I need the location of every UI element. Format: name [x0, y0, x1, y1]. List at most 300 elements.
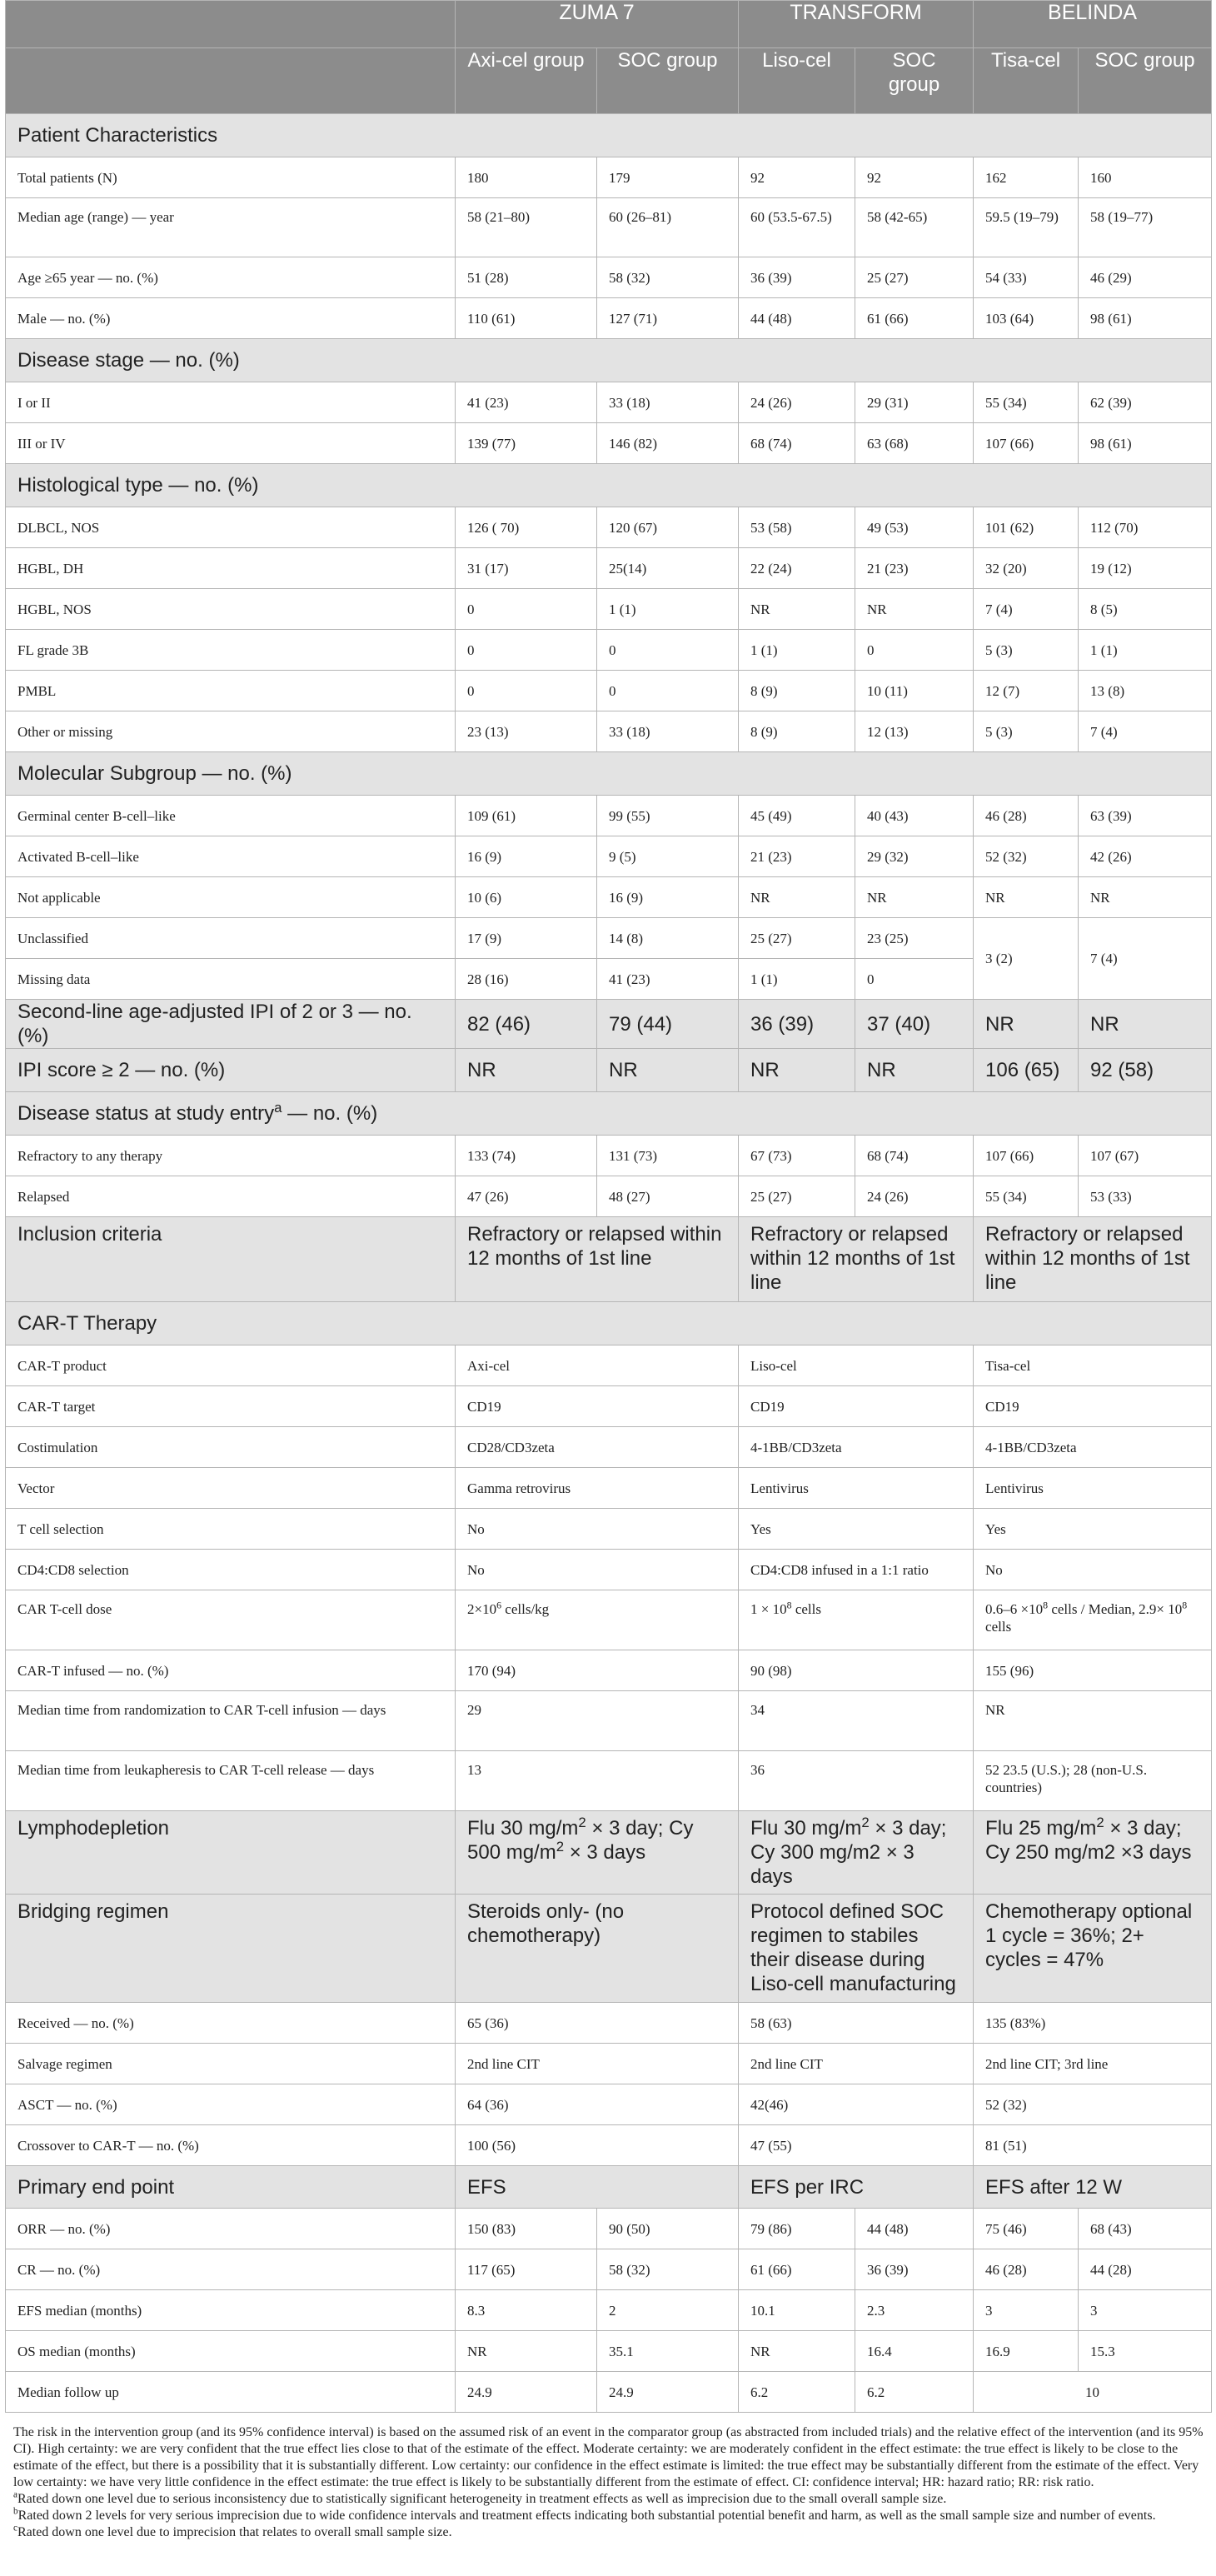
cell: 101 (62) [974, 507, 1079, 548]
header-group: SOC group [855, 48, 974, 114]
table-row [6, 1590, 1212, 1650]
cell: NR [597, 1049, 739, 1092]
header-row-trials [6, 1, 1212, 48]
cell: Chemotherapy optional 1 cycle = 36%; 2+ cycles = 47% [974, 1895, 1212, 2003]
section-title-text: Disease status at study entry [17, 1101, 275, 1125]
cell: 60 (53.5-67.5) [739, 198, 855, 257]
cell: 92 (58) [1079, 1049, 1212, 1092]
cell: 0 [456, 630, 597, 671]
cell: NR [974, 1691, 1212, 1751]
cell: 53 (33) [1079, 1176, 1212, 1217]
header-group: Axi-cel group [456, 48, 597, 114]
regimen-text: Flu 30 mg/m [750, 1817, 862, 1840]
dose-text: cells [985, 1619, 1012, 1635]
section-title: Disease stage — no. (%) [6, 339, 1212, 382]
cell: No [456, 1509, 739, 1550]
cell: 51 (28) [456, 257, 597, 298]
row-label: Costimulation [6, 1427, 456, 1468]
table-row [6, 1751, 1212, 1811]
cell: 133 (74) [456, 1136, 597, 1176]
cell: 58 (32) [597, 2249, 739, 2290]
cell: 17 (9) [456, 918, 597, 959]
cell: 179 [597, 157, 739, 198]
row-label: CAR-T target [6, 1386, 456, 1427]
cell: 0 [855, 630, 974, 671]
cell: 0 [597, 671, 739, 711]
cell [739, 1811, 974, 1895]
table-row [6, 1895, 1212, 2003]
cell: 10 (6) [456, 877, 597, 918]
table-row [6, 2331, 1212, 2372]
exponent: 8 [1043, 1599, 1049, 1611]
cell: 24.9 [456, 2372, 597, 2413]
cell: No [456, 1550, 739, 1590]
table-row [6, 1000, 1212, 1049]
row-label: Male — no. (%) [6, 298, 456, 339]
cell: 55 (34) [974, 1176, 1079, 1217]
row-label: Germinal center B-cell–like [6, 796, 456, 836]
cell: 3 (2) [974, 918, 1079, 1000]
cell: 126 ( 70) [456, 507, 597, 548]
cell: 90 (98) [739, 1650, 974, 1691]
row-label: Age ≥65 year — no. (%) [6, 257, 456, 298]
table-row [6, 1811, 1212, 1895]
row-label: Bridging regimen [6, 1895, 456, 2003]
row-label: Activated B-cell–like [6, 836, 456, 877]
table-row [6, 1427, 1212, 1468]
table-row [6, 548, 1212, 589]
dose-text: 1 × 10 [750, 1601, 787, 1617]
row-label: CAR-T infused — no. (%) [6, 1650, 456, 1691]
regimen-text: × 3 days [564, 1841, 646, 1864]
section-row [6, 464, 1212, 507]
row-label: Not applicable [6, 877, 456, 918]
cell: 0 [456, 589, 597, 630]
cell: 162 [974, 157, 1079, 198]
cell: 16 (9) [597, 877, 739, 918]
row-label: Refractory to any therapy [6, 1136, 456, 1176]
table-row [6, 1386, 1212, 1427]
cell: 58 (21–80) [456, 198, 597, 257]
cell: 109 (61) [456, 796, 597, 836]
cell: 58 (32) [597, 257, 739, 298]
footnote-text: Rated down 2 levels for very serious imprecision due to wide confidence intervals and treatment effects indicating both substantial potential benefit and harm, as well as the small sample size and number of events. [17, 2509, 1156, 2523]
cell: 63 (39) [1079, 796, 1212, 836]
cell: 12 (13) [855, 711, 974, 752]
footnote-mark: a [13, 2489, 17, 2500]
exponent: 8 [786, 1599, 792, 1611]
row-label: ORR — no. (%) [6, 2209, 456, 2249]
table-row [6, 2003, 1212, 2044]
cell: 25 (27) [739, 918, 855, 959]
footnote-a [13, 2491, 1204, 2508]
cell: 29 [456, 1691, 739, 1751]
table-row [6, 198, 1212, 257]
cell: 24.9 [597, 2372, 739, 2413]
regimen-text: Flu 25 mg/m [985, 1817, 1097, 1840]
cell: 59.5 (19–79) [974, 198, 1079, 257]
table-row [6, 1550, 1212, 1590]
row-label: Primary end point [6, 2166, 456, 2209]
row-label: Inclusion criteria [6, 1217, 456, 1302]
cell: 19 (12) [1079, 548, 1212, 589]
cell: CD19 [739, 1386, 974, 1427]
row-label: Relapsed [6, 1176, 456, 1217]
cell: 10.1 [739, 2290, 855, 2331]
cell: 52 (32) [974, 2084, 1212, 2125]
table-row [6, 257, 1212, 298]
row-label: Median age (range) — year [6, 198, 456, 257]
row-label: ASCT — no. (%) [6, 2084, 456, 2125]
cell: NR [456, 1049, 597, 1092]
row-label: CR — no. (%) [6, 2249, 456, 2290]
cell: 46 (29) [1079, 257, 1212, 298]
cell: 103 (64) [974, 298, 1079, 339]
superscript: 2 [578, 1815, 586, 1830]
cell: 29 (31) [855, 382, 974, 423]
cell: 47 (55) [739, 2125, 974, 2166]
cell: 8.3 [456, 2290, 597, 2331]
row-label: Vector [6, 1468, 456, 1509]
cell: 0 [855, 959, 974, 1000]
cell: Tisa-cel [974, 1345, 1212, 1386]
cell: 8 (9) [739, 671, 855, 711]
dose-text: cells/kg [501, 1601, 550, 1617]
section-title: CAR-T Therapy [6, 1302, 1212, 1345]
cell: 79 (86) [739, 2209, 855, 2249]
cell: 3 [1079, 2290, 1212, 2331]
row-label: CAR-T product [6, 1345, 456, 1386]
table-footnotes [5, 2413, 1211, 2541]
cell: 160 [1079, 157, 1212, 198]
cell: 12 (7) [974, 671, 1079, 711]
cell: Axi-cel [456, 1345, 739, 1386]
cell: 47 (26) [456, 1176, 597, 1217]
cell [739, 1590, 974, 1650]
cell: 40 (43) [855, 796, 974, 836]
row-label: Total patients (N) [6, 157, 456, 198]
cell: 67 (73) [739, 1136, 855, 1176]
footnote-mark: c [13, 2523, 17, 2534]
table-row [6, 1217, 1212, 1302]
cell: 139 (77) [456, 423, 597, 464]
header-blank [6, 48, 456, 114]
cell: 2nd line CIT; 3rd line [974, 2044, 1212, 2084]
cell: 58 (42-65) [855, 198, 974, 257]
table-row [6, 877, 1212, 918]
cell: 16.9 [974, 2331, 1079, 2372]
cell: 13 (8) [1079, 671, 1212, 711]
cell: 25(14) [597, 548, 739, 589]
cell: 21 (23) [739, 836, 855, 877]
table-row [6, 630, 1212, 671]
row-label: I or II [6, 382, 456, 423]
cell: 63 (68) [855, 423, 974, 464]
cell: 2nd line CIT [739, 2044, 974, 2084]
header-group: SOC group [1079, 48, 1212, 114]
cell: 82 (46) [456, 1000, 597, 1049]
cell: NR [855, 589, 974, 630]
cell: 49 (53) [855, 507, 974, 548]
cell: Refractory or relapsed within 12 months of 1st line [739, 1217, 974, 1302]
footnote-mark: a [274, 1099, 282, 1116]
cell: 37 (40) [855, 1000, 974, 1049]
row-label: III or IV [6, 423, 456, 464]
footnote-b [13, 2508, 1204, 2524]
cell: 22 (24) [739, 548, 855, 589]
cell: 4-1BB/CD3zeta [739, 1427, 974, 1468]
table-row [6, 1176, 1212, 1217]
row-label: CAR T-cell dose [6, 1590, 456, 1650]
row-label: Median time from randomization to CAR T-cell infusion — days [6, 1691, 456, 1751]
section-row [6, 1092, 1212, 1136]
cell [456, 1811, 739, 1895]
row-label: OS median (months) [6, 2331, 456, 2372]
cell: 0 [456, 671, 597, 711]
cell: 24 (26) [739, 382, 855, 423]
cell: 25 (27) [855, 257, 974, 298]
cell: 3 [974, 2290, 1079, 2331]
cell: 35.1 [597, 2331, 739, 2372]
footnote-text: Rated down one level due to serious inconsistency due to statistically significant heterogeneity in treatment effects as well as imprecision due to the small overall sample size. [17, 2492, 947, 2506]
header-belinda: BELINDA [974, 1, 1212, 48]
table-row [6, 1650, 1212, 1691]
cell: 34 [739, 1691, 974, 1751]
table-row [6, 2372, 1212, 2413]
cell: 53 (58) [739, 507, 855, 548]
table-row [6, 918, 1212, 959]
regimen-text: × 3 day; Cy 300 mg/m2 × 3 days [750, 1817, 947, 1888]
cell: 68 (43) [1079, 2209, 1212, 2249]
cell: NR [456, 2331, 597, 2372]
table-row [6, 2249, 1212, 2290]
cell: 1 (1) [1079, 630, 1212, 671]
table-row [6, 423, 1212, 464]
row-label: Salvage regimen [6, 2044, 456, 2084]
footnote-c [13, 2524, 1204, 2541]
row-label: EFS median (months) [6, 2290, 456, 2331]
cell: NR [739, 589, 855, 630]
cell: 45 (49) [739, 796, 855, 836]
cell: 7 (4) [1079, 711, 1212, 752]
section-title-suffix: — no. (%) [282, 1101, 378, 1125]
table-row [6, 2290, 1212, 2331]
cell: 52 (32) [974, 836, 1079, 877]
cell: 33 (18) [597, 382, 739, 423]
cell: CD28/CD3zeta [456, 1427, 739, 1468]
cell: 10 (11) [855, 671, 974, 711]
cell: 10 [974, 2372, 1212, 2413]
table-row [6, 1509, 1212, 1550]
table-row [6, 1468, 1212, 1509]
section-row [6, 752, 1212, 796]
superscript: 2 [556, 1839, 565, 1855]
cell: 46 (28) [974, 2249, 1079, 2290]
cell: 127 (71) [597, 298, 739, 339]
cell: 92 [739, 157, 855, 198]
cell: 110 (61) [456, 298, 597, 339]
row-label: IPI score ≥ 2 — no. (%) [6, 1049, 456, 1092]
cell: 44 (48) [739, 298, 855, 339]
cell: EFS [456, 2166, 739, 2209]
cell: 36 (39) [739, 257, 855, 298]
cell: NR [739, 1049, 855, 1092]
table-row [6, 2125, 1212, 2166]
cell: CD4:CD8 infused in a 1:1 ratio [739, 1550, 974, 1590]
row-label: Lymphodepletion [6, 1811, 456, 1895]
row-label: Unclassified [6, 918, 456, 959]
footnote-text: Rated down one level due to imprecision that relates to overall small sample size. [17, 2525, 452, 2539]
header-group: Liso-cel [739, 48, 855, 114]
cell: Yes [739, 1509, 974, 1550]
cell: Protocol defined SOC regimen to stabiles their disease during Liso-cell manufacturing [739, 1895, 974, 2003]
cell: 75 (46) [974, 2209, 1079, 2249]
regimen-text: × 3 day; Cy 500 mg/m [467, 1817, 694, 1864]
cell: 1 (1) [597, 589, 739, 630]
superscript: 2 [1096, 1815, 1104, 1830]
cell: Refractory or relapsed within 12 months of 1st line [456, 1217, 739, 1302]
cell: 2.3 [855, 2290, 974, 2331]
cell: 42(46) [739, 2084, 974, 2125]
cell: NR [974, 877, 1079, 918]
cart-trials-table [5, 0, 1212, 2413]
cell: 135 (83%) [974, 2003, 1212, 2044]
cell: 36 (39) [855, 2249, 974, 2290]
row-label: T cell selection [6, 1509, 456, 1550]
cell: 5 (3) [974, 711, 1079, 752]
table-row [6, 2209, 1212, 2249]
cell: 23 (13) [456, 711, 597, 752]
cell: 41 (23) [597, 959, 739, 1000]
exponent: 8 [1182, 1599, 1188, 1611]
cell: 65 (36) [456, 2003, 739, 2044]
cell: 36 [739, 1751, 974, 1811]
cell: 79 (44) [597, 1000, 739, 1049]
cell: 61 (66) [739, 2249, 855, 2290]
dose-text: 0.6–6 ×10 [985, 1601, 1044, 1617]
row-label: HGBL, DH [6, 548, 456, 589]
cell: 48 (27) [597, 1176, 739, 1217]
cell [974, 1811, 1212, 1895]
cell: No [974, 1550, 1212, 1590]
cell: Steroids only- (no chemotherapy) [456, 1895, 739, 2003]
cell: 98 (61) [1079, 423, 1212, 464]
cell: 55 (34) [974, 382, 1079, 423]
dose-text: cells / Median, 2.9× 10 [1048, 1601, 1183, 1617]
cell: 61 (66) [855, 298, 974, 339]
cell: 16.4 [855, 2331, 974, 2372]
cell: 170 (94) [456, 1650, 739, 1691]
cell: NR [974, 1000, 1079, 1049]
cell: NR [1079, 1000, 1212, 1049]
table-row [6, 298, 1212, 339]
regimen-text: Flu 30 mg/m [467, 1817, 579, 1840]
dose-text: cells [791, 1601, 821, 1617]
cell: 44 (48) [855, 2209, 974, 2249]
cell: 1 (1) [739, 959, 855, 1000]
cell: 13 [456, 1751, 739, 1811]
row-label: Crossover to CAR-T — no. (%) [6, 2125, 456, 2166]
table-row [6, 1691, 1212, 1751]
cell: CD19 [974, 1386, 1212, 1427]
cell: 117 (65) [456, 2249, 597, 2290]
row-label: Missing data [6, 959, 456, 1000]
section-title: Histological type — no. (%) [6, 464, 1212, 507]
cell: 8 (9) [739, 711, 855, 752]
cell: 58 (19–77) [1079, 198, 1212, 257]
header-blank [6, 1, 456, 48]
cell: 90 (50) [597, 2209, 739, 2249]
cell: 180 [456, 157, 597, 198]
cell: 16 (9) [456, 836, 597, 877]
cell: 106 (65) [974, 1049, 1079, 1092]
cell: 44 (28) [1079, 2249, 1212, 2290]
cell: Refractory or relapsed within 12 months of 1st line [974, 1217, 1212, 1302]
header-row-groups [6, 48, 1212, 114]
superscript: 2 [861, 1815, 870, 1830]
cell: 98 (61) [1079, 298, 1212, 339]
cell: 24 (26) [855, 1176, 974, 1217]
table-row [6, 507, 1212, 548]
cell: 21 (23) [855, 548, 974, 589]
cell: 32 (20) [974, 548, 1079, 589]
cell: 2nd line CIT [456, 2044, 739, 2084]
cell: 62 (39) [1079, 382, 1212, 423]
table-row [6, 796, 1212, 836]
cell: 155 (96) [974, 1650, 1212, 1691]
section-title: Molecular Subgroup — no. (%) [6, 752, 1212, 796]
section-row [6, 114, 1212, 157]
row-label: Second-line age-adjusted IPI of 2 or 3 — no. (%) [6, 1000, 456, 1049]
cell: 28 (16) [456, 959, 597, 1000]
dose-text: 2×10 [467, 1601, 497, 1617]
cell: 68 (74) [855, 1136, 974, 1176]
cell [974, 1590, 1212, 1650]
cell: 131 (73) [597, 1136, 739, 1176]
table-row [6, 2044, 1212, 2084]
cell: 36 (39) [739, 1000, 855, 1049]
cell: 64 (36) [456, 2084, 739, 2125]
header-zuma7: ZUMA 7 [456, 1, 739, 48]
cell: 1 (1) [739, 630, 855, 671]
cell: 112 (70) [1079, 507, 1212, 548]
cell: NR [1079, 877, 1212, 918]
cell: 58 (63) [739, 2003, 974, 2044]
table-row [6, 836, 1212, 877]
section-title [6, 1092, 1212, 1136]
header-transform: TRANSFORM [739, 1, 974, 48]
section-row [6, 339, 1212, 382]
cell: NR [739, 877, 855, 918]
cell: 60 (26–81) [597, 198, 739, 257]
cell: NR [739, 2331, 855, 2372]
cell: Gamma retrovirus [456, 1468, 739, 1509]
regimen-text: × 3 day; Cy 250 mg/m2 ×3 days [985, 1817, 1192, 1864]
cell: 8 (5) [1079, 589, 1212, 630]
cell: 107 (66) [974, 423, 1079, 464]
cell: 5 (3) [974, 630, 1079, 671]
cell: Yes [974, 1509, 1212, 1550]
cell: CD19 [456, 1386, 739, 1427]
row-label: DLBCL, NOS [6, 507, 456, 548]
table-row [6, 157, 1212, 198]
cell: 46 (28) [974, 796, 1079, 836]
cell: 107 (67) [1079, 1136, 1212, 1176]
cell: Lentivirus [739, 1468, 974, 1509]
cell: 107 (66) [974, 1136, 1079, 1176]
cell: 4-1BB/CD3zeta [974, 1427, 1212, 1468]
cell: NR [855, 1049, 974, 1092]
